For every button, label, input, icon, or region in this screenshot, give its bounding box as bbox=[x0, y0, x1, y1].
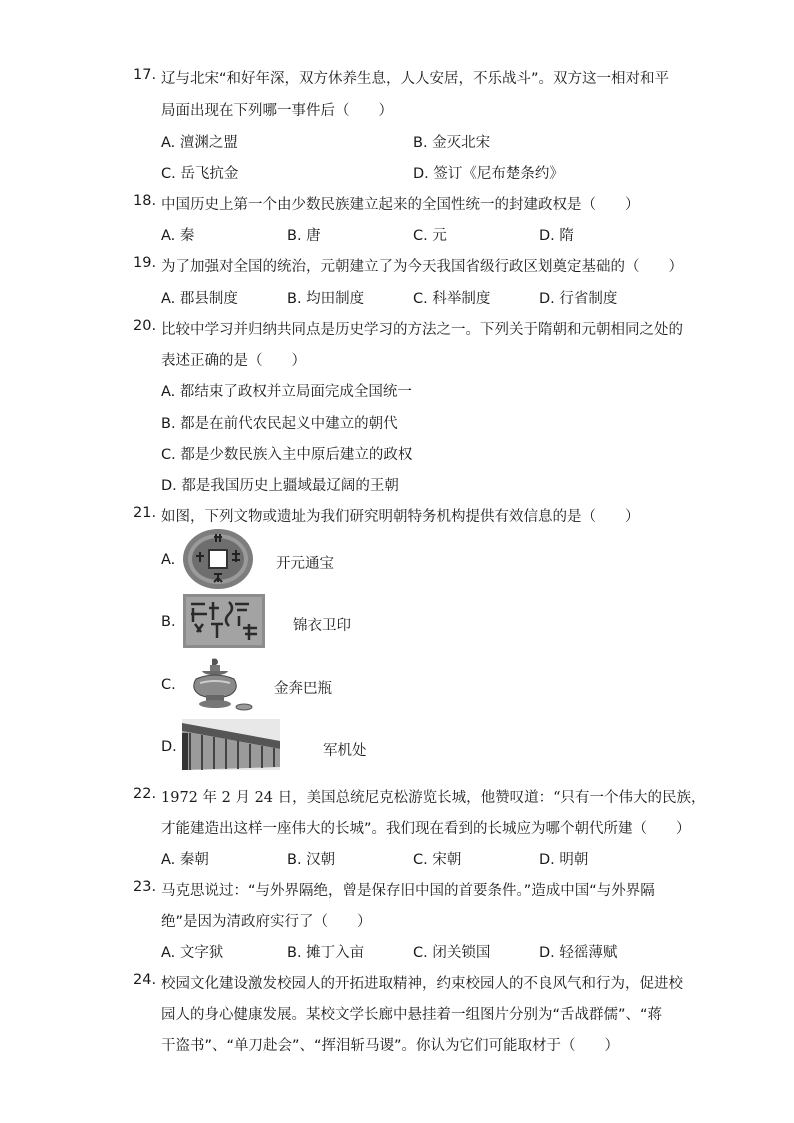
question-21-caption-c: 金奔巴瓶 bbox=[274, 681, 332, 697]
question-20-stem-line-1: 比较中学习并归纳共同点是历史学习的方法之一。下列关于隋朝和元朝相同之处的 bbox=[161, 322, 683, 338]
question-21-option-c[interactable]: C. bbox=[161, 677, 176, 693]
question-22-stem-line-1: 1972 年 2 月 24 日，美国总统尼克松游览长城，他赞叹道：“只有一个伟大的民族， bbox=[161, 790, 706, 806]
question-17-stem-line-2: 局面出现在下列哪一事件后（ ） bbox=[161, 103, 393, 119]
question-20-option-b[interactable]: B. 都是在前代农民起义中建立的朝代 bbox=[161, 416, 398, 432]
question-17-option-b[interactable]: B. 金灭北宋 bbox=[413, 135, 491, 151]
question-19-number: 19. bbox=[133, 255, 157, 271]
question-21-number: 21. bbox=[133, 505, 157, 521]
question-22-number: 22. bbox=[133, 786, 157, 802]
question-21-stem-line-1: 如图，下列文物或遗址为我们研究明朝特务机构提供有效信息的是（ ） bbox=[161, 509, 640, 525]
question-18-number: 18. bbox=[133, 193, 157, 209]
kaiyuan-coin-image bbox=[182, 528, 254, 590]
jinyiwei-seal-image bbox=[183, 594, 265, 648]
question-19-option-a[interactable]: A. 郡县制度 bbox=[161, 291, 238, 307]
question-24-number: 24. bbox=[133, 972, 157, 988]
golden-urn-image bbox=[180, 657, 256, 711]
question-19-stem-line-1: 为了加强对全国的统治，元朝建立了为今天我国省级行政区划奠定基础的（ ） bbox=[161, 259, 683, 275]
question-21-option-d[interactable]: D. bbox=[161, 739, 177, 755]
question-17-stem-line-1: 辽与北宋“和好年深，双方休养生息，人人安居，不乐战斗”。双方这一相对和平 bbox=[161, 71, 670, 87]
question-22-option-a[interactable]: A. 秦朝 bbox=[161, 852, 209, 868]
question-21-option-b[interactable]: B. bbox=[161, 614, 176, 630]
question-18-option-d[interactable]: D. 隋 bbox=[539, 228, 574, 244]
question-23-stem-line-1: 马克思说过：“与外界隔绝，曾是保存旧中国的首要条件。”造成中国“与外界隔 bbox=[161, 883, 655, 899]
junjichu-building-image bbox=[182, 719, 280, 770]
question-23-option-b[interactable]: B. 摊丁入亩 bbox=[287, 945, 365, 961]
question-20-option-c[interactable]: C. 都是少数民族入主中原后建立的政权 bbox=[161, 447, 413, 463]
question-23-number: 23. bbox=[133, 879, 157, 895]
question-20-stem-line-2: 表述正确的是（ ） bbox=[161, 353, 306, 369]
question-18-option-c[interactable]: C. 元 bbox=[413, 228, 447, 244]
question-17-option-c[interactable]: C. 岳飞抗金 bbox=[161, 166, 239, 182]
question-20-number: 20. bbox=[133, 318, 157, 334]
question-22-stem-line-2: 才能建造出这样一座伟大的长城”。我们现在看到的长城应为哪个朝代所建（ ） bbox=[161, 821, 691, 837]
question-20-option-a[interactable]: A. 都结束了政权并立局面完成全国统一 bbox=[161, 384, 412, 400]
question-18-option-a[interactable]: A. 秦 bbox=[161, 228, 195, 244]
question-23-option-a[interactable]: A. 文字狱 bbox=[161, 945, 224, 961]
question-19-option-b[interactable]: B. 均田制度 bbox=[287, 291, 365, 307]
question-21-caption-b: 锦衣卫印 bbox=[293, 618, 351, 634]
question-21-caption-a: 开元通宝 bbox=[276, 556, 334, 572]
question-21-caption-d: 军机处 bbox=[323, 743, 367, 759]
question-21-option-a[interactable]: A. bbox=[161, 552, 176, 568]
question-24-stem-line-1: 校园文化建设激发校园人的开拓进取精神，约束校园人的不良风气和行为，促进校 bbox=[161, 976, 683, 992]
question-22-option-b[interactable]: B. 汉朝 bbox=[287, 852, 336, 868]
question-17-option-a[interactable]: A. 澶渊之盟 bbox=[161, 135, 238, 151]
question-24-stem-line-2: 园人的身心健康发展。某校文学长廊中悬挂着一组图片分别为“舌战群儒”、“蒋 bbox=[161, 1007, 663, 1023]
question-19-option-d[interactable]: D. 行省制度 bbox=[539, 291, 618, 307]
question-24-stem-line-3: 干盗书”、“单刀赴会”、“挥泪斩马谡”。你认为它们可能取材于（ ） bbox=[161, 1038, 620, 1054]
question-22-option-c[interactable]: C. 宋朝 bbox=[413, 852, 462, 868]
question-18-option-b[interactable]: B. 唐 bbox=[287, 228, 321, 244]
question-17-option-d[interactable]: D. 签订《尼布楚条约》 bbox=[413, 166, 564, 182]
question-17-number: 17. bbox=[133, 67, 157, 83]
question-23-option-c[interactable]: C. 闭关锁国 bbox=[413, 945, 491, 961]
question-20-option-d[interactable]: D. 都是我国历史上疆域最辽阔的王朝 bbox=[161, 478, 399, 494]
question-23-stem-line-2: 绝”是因为清政府实行了（ ） bbox=[161, 914, 372, 930]
question-23-option-d[interactable]: D. 轻徭薄赋 bbox=[539, 945, 618, 961]
question-19-option-c[interactable]: C. 科举制度 bbox=[413, 291, 491, 307]
question-22-option-d[interactable]: D. 明朝 bbox=[539, 852, 589, 868]
question-18-stem-line-1: 中国历史上第一个由少数民族建立起来的全国性统一的封建政权是（ ） bbox=[161, 197, 640, 213]
